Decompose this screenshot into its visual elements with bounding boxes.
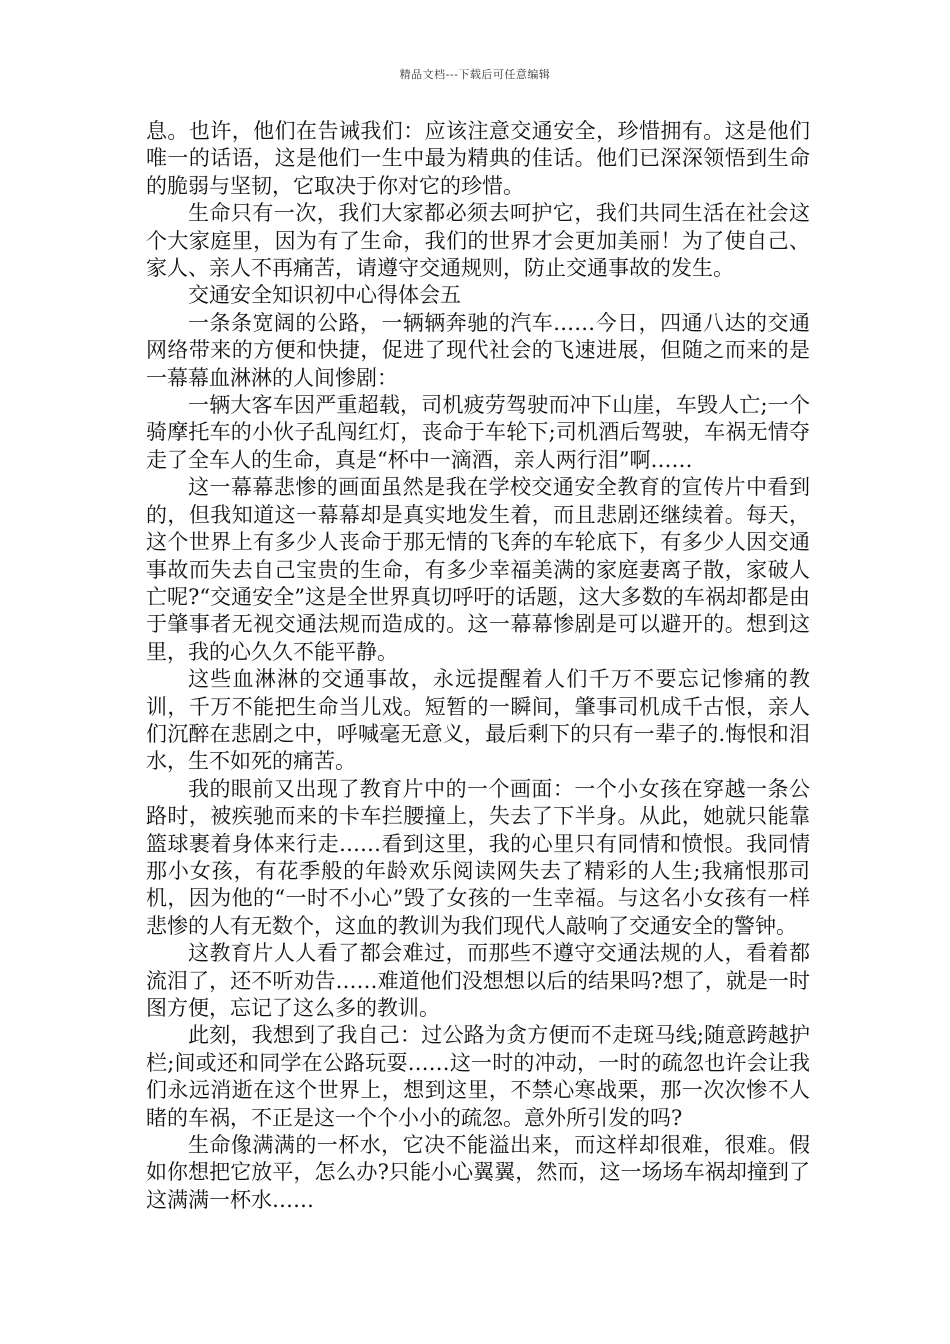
- paragraph: 这一幕幕悲惨的画面虽然是我在学校交通安全教育的宣传片中看到的，但我知道这一幕幕却是真实地发生着，而且悲剧还继续着。每天，这个世界上有多少人丧命于那无情的飞奔的车轮底下，有多少人因交通事故而失去自己宝贵的生命，有多少幸福美满的家庭妻离子散，家破人亡呢?“交通安全”这是全世界真切呼吁的话题，这大多数的车祸却都是由于肇事者无视交通法规而造成的。这一幕幕惨剧是可以避开的。想到这里，我的心久久不能平静。: [146, 475, 810, 664]
- section-heading: 交通安全知识初中心得体会五: [188, 283, 461, 308]
- paragraph-continued: 息。也许，他们在告诫我们：应该注意交通安全，珍惜拥有。这是他们唯一的话语，这是他们一生中最为精典的佳话。他们已深深领悟到生命的脆弱与坚韧，它取决于你对它的珍惜。: [146, 119, 810, 198]
- paragraph: 一辆大客车因严重超载，司机疲劳驾驶而冲下山崖，车毁人亡;一个骑摩托车的小伙子乱闯红灯，丧命于车轮下;司机酒后驾驶，车祸无情夺走了全车人的生命，真是“杯中一滴酒，亲人两行泪”啊……: [146, 393, 810, 472]
- paragraph: 我的眼前又出现了教育片中的一个画面：一个小女孩在穿越一条公路时，被疾驰而来的卡车拦腰撞上，失去了下半身。从此，她就只能靠篮球裹着身体来行走……看到这里，我的心里只有同情和愤恨。我同情那小女孩，有花季般的年龄欢乐阅读网失去了精彩的人生;我痛恨那司机，因为他的“一时不小心”毁了女孩的一生幸福。与这名小女孩有一样悲惨的人有无数个，这血的教训为我们现代人敲响了交通安全的警钟。: [146, 776, 810, 938]
- paragraph: 这教育片人人看了都会难过，而那些不遵守交通法规的人，看着都流泪了，还不听劝告……难道他们没想想以后的结果吗?想了，就是一时图方便，忘记了这么多的教训。: [146, 941, 810, 1020]
- document-body: [146, 118, 810, 1214]
- paragraph: 一条条宽阔的公路，一辆辆奔驰的汽车……今日，四通八达的交通网络带来的方便和快捷，促进了现代社会的飞速进展，但随之而来的是一幕幕血淋淋的人间惨剧：: [146, 310, 810, 390]
- page-header: 精品文档---下载后可任意编辑: [399, 68, 551, 81]
- paragraph: 此刻，我想到了我自己：过公路为贪方便而不走斑马线;随意跨越护栏;间或还和同学在公路玩耍……这一时的冲动，一时的疏忽也许会让我们永远消逝在这个世界上，想到这里，不禁心寒战栗，那一次次惨不人睹的车祸，不正是这一个个小小的疏忽。意外所引发的吗?: [146, 1023, 810, 1130]
- paragraph: 生命像满满的一杯水，它决不能溢出来，而这样却很难，很难。假如你想把它放平，怎么办?只能小心翼翼，然而，这一场场车祸却撞到了这满满一杯水……: [146, 1133, 810, 1212]
- paragraph: 这些血淋淋的交通事故，永远提醒着人们千万不要忘记惨痛的教训，千万不能把生命当儿戏。短暂的一瞬间，肇事司机成千古恨，亲人们沉醉在悲剧之中，呼喊毫无意义，最后剩下的只有一辈子的.悔恨和泪水，生不如死的痛苦。: [146, 667, 810, 774]
- paragraph: 生命只有一次，我们大家都必须去呵护它，我们共同生活在社会这个大家庭里，因为有了生命，我们的世界才会更加美丽！为了使自己、家人、亲人不再痛苦，请遵守交通规则，防止交通事故的发生。: [146, 201, 810, 281]
